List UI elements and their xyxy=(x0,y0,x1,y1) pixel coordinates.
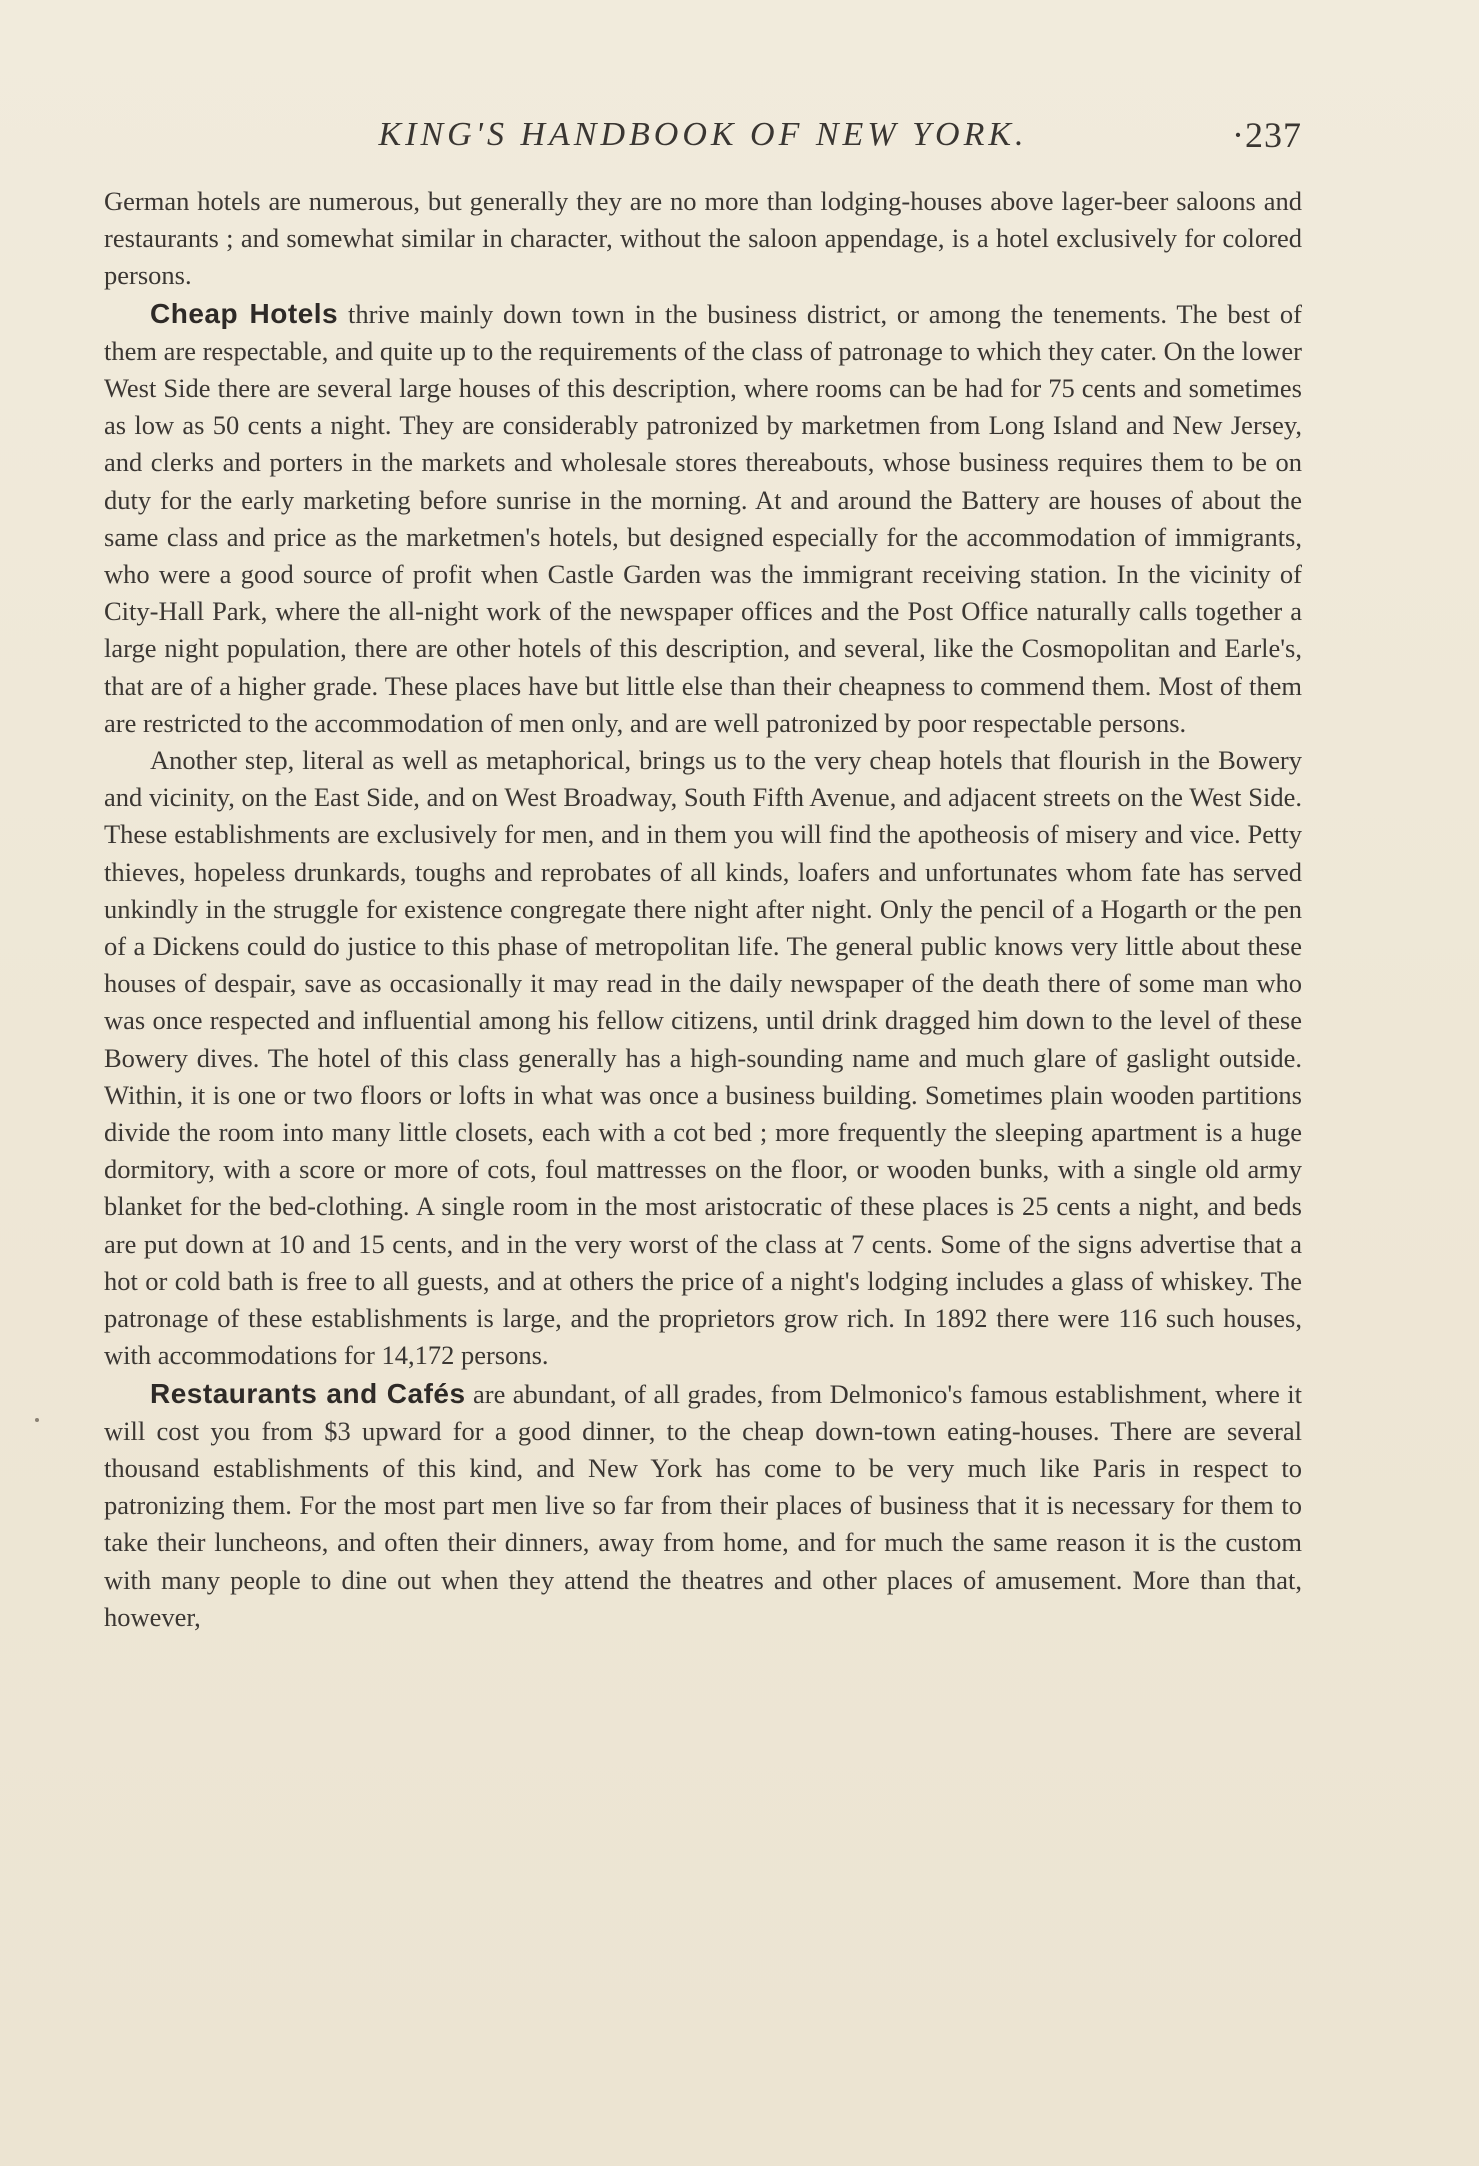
section-heading-cheap-hotels: Cheap Hotels xyxy=(150,297,339,329)
paragraph-restaurants xyxy=(104,1375,1302,1636)
paragraph-text: German hotels are numerous, but generally they are no more than lodging-houses above lager-beer saloons and restaurants ; and somewhat similar in character, without the saloon appendage, is a hotel exclusively for colored persons. xyxy=(104,186,1302,291)
page-number: ·237 xyxy=(1232,115,1302,155)
paragraph-text: Another step, literal as well as metaphorical, brings us to the very cheap hotels that flourish in the Bowery and vicinity, on the East Side, and on West Broadway, South Fifth Avenue, and adjacent streets on the West Side. These establishments are exclusively for men, and in them you will find the apotheosis of misery and vice. Petty thieves, hopeless drunkards, toughs and reprobates of all kinds, loafers and unfortunates whom fate has served unkindly in the struggle for existence congregate there night after night. Only the pencil of a Hogarth or the pen of a Dickens could do justice to this phase of metropolitan life. The general public knows very little about these houses of despair, save as occasionally it may read in the daily newspaper of the death there of some man who was once respected and influential among his fellow citizens, until drink dragged him down to the level of these Bowery dives. The hotel of this class generally has a high-sounding name and much glare of gaslight outside. Within, it is one or two floors or lofts in what was once a business building. Sometimes plain wooden partitions divide the room into many little closets, each with a cot bed ; more frequently the sleeping apartment is a huge dormitory, with a score or more of cots, foul mattresses on the floor, or wooden bunks, with a single old army blanket for the bed-clothing. A single room in the most aristocratic of these places is 25 cents a night, and beds are put down at 10 and 15 cents, and in the very worst of the class at 7 cents. Some of the signs advertise that a hot or cold bath is free to all guests, and at others the price of a night's lodging includes a glass of whiskey. The patronage of these establishments is large, and the proprietors grow rich. In 1892 there were 116 such houses, with accommodations for 14,172 persons. xyxy=(104,745,1302,1371)
section-heading-restaurants: Restaurants and Cafés xyxy=(150,1377,466,1409)
paragraph-text: thrive mainly down town in the business district, or among the tenements. The best of them are respectable, and quite up to the requirements of the class of patronage to which they cater. On the lower West Side there are several large houses of this description, where rooms can be had for 75 cents and sometimes as low as 50 cents a night. They are considerably patronized by marketmen from Long Island and New Jersey, and clerks and porters in the markets and wholesale stores thereabouts, whose business requires them to be on duty for the early marketing before sunrise in the morning. At and around the Battery are houses of about the same class and price as the marketmen's hotels, but designed especially for the accommodation of immigrants, who were a good source of profit when Castle Garden was the immigrant receiving station. In the vicinity of City-Hall Park, where the all-night work of the newspaper offices and the Post Office naturally calls together a large night population, there are other hotels of this description, and several, like the Cosmopolitan and Earle's, that are of a higher grade. These places have but little else than their cheapness to commend them. Most of them are restricted to the accommodation of men only, and are well patronized by poor respectable persons. xyxy=(104,298,1302,738)
margin-speck xyxy=(35,1418,39,1422)
running-head: KING'S HANDBOOK OF NEW YORK. xyxy=(378,116,1028,153)
paragraph-german-hotels xyxy=(104,183,1302,295)
paragraph-cheap-hotels xyxy=(104,295,1302,742)
paragraph-bowery-hotels xyxy=(104,742,1302,1374)
body-text xyxy=(104,183,1302,1636)
page-header xyxy=(104,112,1302,162)
paragraph-text: are abundant, of all grades, from Delmonico's famous establishment, where it will cost you from $3 upward for a good dinner, to the cheap down-town eating-houses. There are several thousand establishments of this kind, and New York has come to be very much like Paris in respect to patronizing them. For the most part men live so far from their places of business that it is necessary for them to take their luncheons, and often their dinners, away from home, and for much the same reason it is the custom with many people to dine out when they attend the theatres and other places of amusement. More than that, however, xyxy=(104,1378,1302,1632)
